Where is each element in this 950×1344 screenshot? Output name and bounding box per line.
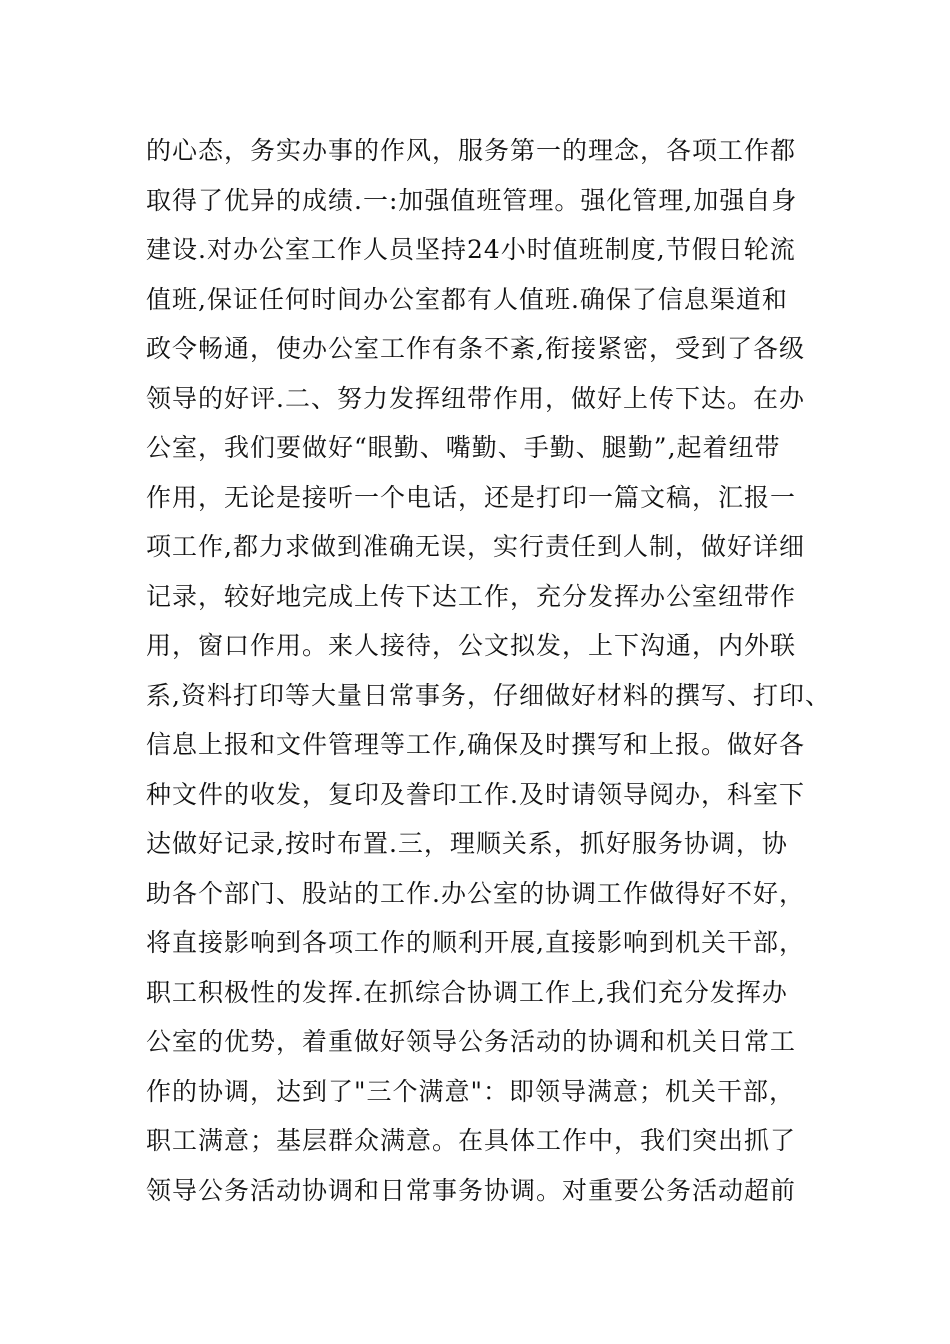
text-line-14: 种文件的收发，复印及誊印工作.及时请领导阅办，科室下: [146, 779, 805, 809]
text-line-18: 职工积极性的发挥.在抓综合协调工作上,我们充分发挥办: [146, 977, 788, 1007]
text-line-3: 建设.对办公室工作人员坚持24小时值班制度,节假日轮流: [146, 235, 796, 264]
text-line-4: 值班,保证任何时间办公室都有人值班.确保了信息渠道和: [146, 284, 788, 314]
text-line-20: 作的协调，达到了"三个满意"：即领导满意；机关干部，: [146, 1076, 796, 1106]
text-line-9: 项工作,都力求做到准确无误，实行责任到人制，做好详细: [146, 532, 805, 561]
text-line-5: 政令畅通，使办公室工作有条不紊,衔接紧密，受到了各级: [146, 334, 805, 363]
text-line-1: 的心态，务实办事的作风，服务第一的理念，各项工作都: [146, 136, 797, 165]
text-line-2: 取得了优异的成绩.一:加强值班管理。强化管理,加强自身: [146, 185, 798, 215]
text-line-8: 作用，无论是接听一个电话，还是打印一篇文稿，汇报一: [146, 482, 797, 512]
text-line-15: 达做好记录,按时布置.三，理顺关系，抓好服务协调，协: [146, 829, 788, 858]
text-line-13: 信息上报和文件管理等工作,确保及时撰写和上报。做好各: [146, 730, 805, 759]
body-text: [146, 126, 846, 1215]
text-line-12: 系,资料打印等大量日常事务，仔细做好材料的撰写、打印、: [146, 680, 831, 710]
text-line-6: 领导的好评.二、努力发挥纽带作用，做好上传下达。在办: [146, 383, 805, 413]
text-line-11: 用，窗口作用。来人接待，公文拟发，上下沟通，内外联: [146, 631, 797, 660]
text-line-21: 职工满意；基层群众满意。在具体工作中，我们突出抓了: [146, 1126, 797, 1155]
text-line-7: 公室，我们要做好“眼勤、嘴勤、手勤、腿勤”,起着纽带: [146, 433, 781, 462]
text-line-17: 将直接影响到各项工作的顺利开展,直接影响到机关干部，: [146, 928, 805, 957]
text-line-19: 公室的优势，着重做好领导公务活动的协调和机关日常工: [146, 1027, 797, 1056]
text-line-22: 领导公务活动协调和日常事务协调。对重要公务活动超前: [146, 1175, 797, 1205]
text-line-16: 助各个部门、股站的工作.办公室的协调工作做得好不好，: [146, 878, 805, 908]
text-line-10: 记录，较好地完成上传下达工作，充分发挥办公室纽带作: [146, 581, 797, 611]
